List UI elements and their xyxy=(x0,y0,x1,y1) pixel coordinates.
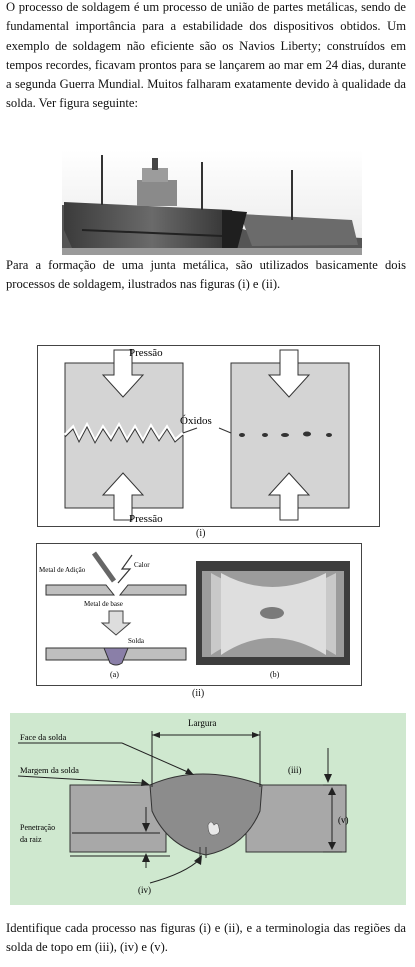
metal-base-label: Metal de base xyxy=(84,600,123,608)
pressao-bottom-label: Pressão xyxy=(129,513,163,525)
liberty-ship-photo xyxy=(62,150,362,255)
label-v: (v) xyxy=(338,815,349,825)
intro-paragraph: O processo de soldagem é um processo de união de partes metálicas, sendo de fundamental importância para a estabilidade dos dispositivos obtidos. Um exemplo de soldagem não eficiente são os Navios Liberty; construídos em tempos recordes, ficavam prontos para se lançarem ao mar em 24 dias, durante a segunda Guerra Mundial. Muitos falharam exatamente devido à qualidade da solda. Ver figura seguinte: xyxy=(6,0,406,111)
figure-iii xyxy=(10,713,406,905)
label-a: (a) xyxy=(110,670,119,679)
label-iv: (iv) xyxy=(138,885,151,895)
question-paragraph: Identifique cada processo nas figuras (i) e (ii), e a terminologia das regiões da solda de topo em (iii), (iv) e (v). xyxy=(6,921,406,955)
process-paragraph: Para a formação de uma junta metálica, são utilizados basicamente dois processos de soldagem, ilustrados nas figuras (i) e (ii). xyxy=(6,258,406,292)
metal-adicao-label: Metal de Adição xyxy=(39,566,86,574)
calor-label: Calor xyxy=(134,561,150,569)
solda-label: Solda xyxy=(128,637,144,645)
figure-ii xyxy=(36,543,362,686)
figure-i-caption: (i) xyxy=(196,528,206,539)
oxidos-label: Óxidos xyxy=(180,415,212,427)
face-solda-label: Face da solda xyxy=(20,732,67,742)
label-b: (b) xyxy=(270,670,280,679)
label-iii: (iii) xyxy=(288,765,302,775)
figure-i xyxy=(37,345,380,527)
pressao-top-label: Pressão xyxy=(129,347,163,359)
largura-label: Largura xyxy=(188,718,217,728)
penetracao-label-2: da raiz xyxy=(20,835,42,844)
figure-ii-caption: (ii) xyxy=(192,688,205,699)
penetracao-label-1: Penetração xyxy=(20,823,56,832)
margem-solda-label: Margem da solda xyxy=(20,765,79,775)
